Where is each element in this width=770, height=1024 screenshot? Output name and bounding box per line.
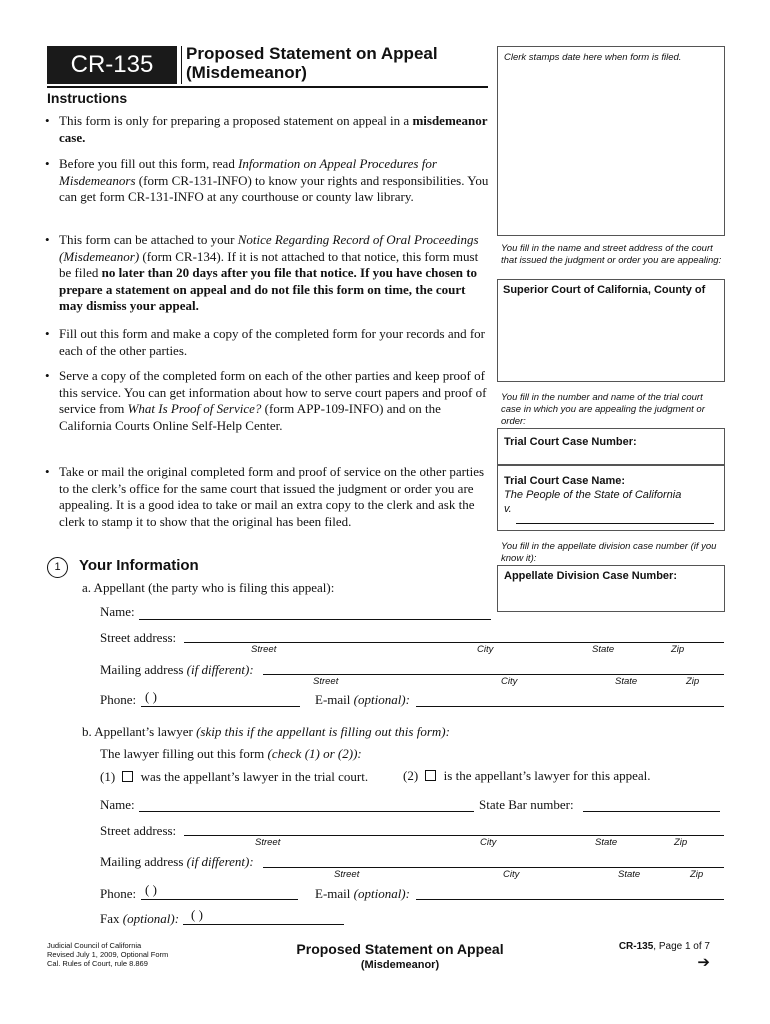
lawyer-phone-paren: ( ): [145, 882, 157, 897]
bullet-5-text: Serve a copy of the completed form on each of the other parties and keep proof of this service. You can get information about how to serve court papers and proof of service from: [59, 368, 487, 416]
defendant-name-line[interactable]: [516, 523, 714, 524]
appellant-phone-label: Phone:: [100, 692, 137, 707]
appellate-case-number-box[interactable]: [497, 565, 725, 612]
trial-case-name-value: The People of the State of California: [504, 489, 682, 501]
form-title-line1: Proposed Statement on Appeal: [186, 44, 438, 63]
appellant-email-field[interactable]: [416, 706, 724, 707]
lawyer-phone-label: Phone:: [100, 886, 137, 901]
footer-publisher: Judicial Council of California: [47, 941, 142, 950]
appellant-street-label: Street address:: [100, 630, 177, 645]
sub-zip: Zip: [674, 837, 688, 848]
appellant-email-label: [315, 692, 410, 708]
state-bar-field[interactable]: [583, 811, 720, 812]
bullet-5-italic: What Is Proof of Service?: [127, 401, 262, 416]
appellant-name-field[interactable]: [139, 619, 491, 620]
footer-revision: Revised July 1, 2009, Optional Form: [47, 950, 169, 959]
clerk-stamp-box[interactable]: [497, 46, 725, 236]
form-title: [186, 44, 438, 82]
option-2-text: is the appellant’s lawyer for this appeal.: [443, 768, 651, 783]
appellant-name-label: Name:: [100, 604, 135, 619]
bullet-dot: •: [45, 113, 50, 128]
bullet-dot: •: [45, 326, 50, 341]
bullet-2-text-end: (form CR-131-INFO) to know your rights and responsibilities. You can get form CR-131-INFO at any courthouse or county law library.: [59, 172, 489, 204]
fax-label-text: Fax: [100, 911, 123, 926]
bullet-3-text-mid: (form CR-134). If it is not attached to that notice, this form must be filed: [59, 248, 479, 280]
footer-rule: Cal. Rules of Court, rule 8.869: [47, 959, 148, 968]
appellant-phone-field[interactable]: [141, 706, 300, 707]
sub-state: State: [595, 837, 618, 848]
lawyer-check-instruction: [100, 746, 362, 762]
title-divider: [181, 46, 182, 84]
versus-label: v.: [504, 503, 512, 515]
court-box-note: You fill in the name and street address of the court that issued the judgment or order you are appealing:: [501, 243, 722, 266]
lawyer-fax-field[interactable]: [183, 924, 344, 925]
sub-city: City: [501, 676, 518, 687]
sub-street: Street: [251, 644, 277, 655]
clerk-stamp-label: Clerk stamps date here when form is filed.: [504, 52, 682, 63]
lawyer-option-2: [403, 768, 651, 784]
bullet-1-bold: misdemeanor case.: [59, 113, 488, 145]
trial-case-number-box[interactable]: [497, 428, 725, 465]
bullet-3-italic: Notice Regarding Record of Oral Proceedings (Misdemeanor): [59, 232, 479, 264]
option-1-number: (1): [100, 769, 116, 784]
instruction-bullet-3: [45, 232, 490, 315]
mailing-label-text: Mailing address: [100, 662, 187, 677]
footer-right: [560, 941, 710, 971]
trial-case-name-box[interactable]: [497, 465, 725, 531]
lawyer-mailing-label: [100, 854, 254, 870]
instruction-bullet-1: [45, 113, 490, 146]
email-label-text: E-mail: [315, 692, 354, 707]
lawyer-email-field[interactable]: [416, 899, 724, 900]
lawyer-option-1: [100, 769, 368, 785]
bullet-1-text: This form is only for preparing a proposed statement on appeal in a: [59, 113, 413, 128]
lawyer-phone-field[interactable]: [141, 899, 298, 900]
option-2-checkbox[interactable]: [425, 770, 436, 781]
bullet-dot: •: [45, 464, 50, 479]
bullet-dot: •: [45, 156, 50, 171]
lawyer-section-label: [82, 724, 450, 740]
lawyer-fax-paren: ( ): [191, 907, 203, 922]
bullet-6-text: Take or mail the original completed form and proof of service on the other parties to the clerk’s office for the same court that issued the judgment or order you are appealing. It is a good idea to take or mail an extra copy to the clerk and ask the clerk to stamp it to show that the original has been filed.: [59, 464, 485, 529]
mailing-label-italic: (if different):: [186, 662, 254, 677]
bullet-2-text: Before you fill out this form, read: [59, 156, 239, 171]
instruction-bullet-2: [45, 156, 490, 206]
sub-zip: Zip: [671, 644, 685, 655]
lawyer-street-label: Street address:: [100, 823, 177, 838]
sub-street: Street: [313, 676, 339, 687]
bullet-dot: •: [45, 232, 50, 247]
footer-form-number: CR-135: [618, 941, 654, 952]
lawyer-label-italic: (skip this if the appellant is filling out this form):: [196, 724, 450, 739]
case-box-note: You fill in the number and name of the trial court case in which you are appealing the judgment or order:: [501, 392, 705, 427]
sub-city: City: [477, 644, 494, 655]
section-1-number: 1: [47, 557, 68, 578]
sub-city: City: [503, 869, 520, 880]
sub-city: City: [480, 837, 497, 848]
footer-left: [47, 941, 168, 968]
trial-case-name-label: Trial Court Case Name:: [504, 475, 626, 487]
mailing-label-italic: (if different):: [186, 854, 254, 869]
lawyer-name-label: Name:: [100, 797, 135, 812]
bullet-4-text: Fill out this form and make a copy of the completed form for your records and for each of the other parties.: [59, 326, 485, 358]
bullet-dot: •: [45, 368, 50, 383]
form-title-line2: (Misdemeanor): [186, 63, 307, 82]
appellant-mailing-field[interactable]: [263, 674, 724, 675]
instruction-bullet-4: [45, 326, 490, 359]
instruction-bullet-6: [45, 464, 490, 530]
header-rule: [47, 86, 488, 88]
lawyer-mailing-field[interactable]: [263, 867, 724, 868]
email-label-italic: (optional):: [353, 886, 410, 901]
sub-street: Street: [334, 869, 360, 880]
email-label-text: E-mail: [315, 886, 354, 901]
appellant-street-field[interactable]: [184, 642, 724, 643]
sub-state: State: [615, 676, 638, 687]
option-1-checkbox[interactable]: [122, 771, 133, 782]
bullet-3-text: This form can be attached to your: [59, 232, 238, 247]
lawyer-street-field[interactable]: [184, 835, 724, 836]
appellate-box-note: You fill in the appellate division case number (if you know it):: [501, 541, 717, 564]
footer-center: [255, 941, 545, 971]
trial-case-number-label: Trial Court Case Number:: [504, 436, 637, 448]
court-box-label: Superior Court of California, County of: [503, 284, 706, 296]
section-1-title: Your Information: [79, 557, 199, 574]
bullet-2-italic: Information on Appeal Procedures for Misdemeanors: [59, 156, 437, 188]
state-bar-label: State Bar number:: [479, 797, 574, 812]
email-label-italic: (optional):: [353, 692, 410, 707]
lawyer-check-italic: (check (1) or (2)):: [267, 746, 362, 761]
sub-zip: Zip: [686, 676, 700, 687]
form-number-badge: CR-135: [47, 46, 177, 84]
appellant-label: a. Appellant (the party who is filing this appeal):: [82, 580, 335, 595]
footer-subtitle: (Misdemeanor): [360, 959, 440, 971]
option-2-number: (2): [403, 768, 419, 783]
bullet-3-bold: no later than 20 days after you file that notice. If you have chosen to prepare a statement on appeal and do not file this form on time, the court may dismiss your appeal.: [59, 265, 478, 313]
lawyer-email-label: [315, 886, 410, 902]
lawyer-name-field[interactable]: [139, 811, 474, 812]
sub-street: Street: [255, 837, 281, 848]
mailing-label-text: Mailing address: [100, 854, 187, 869]
lawyer-fax-label: [100, 911, 179, 927]
footer-title: Proposed Statement on Appeal: [296, 941, 504, 957]
next-page-arrow-icon: ➔: [697, 954, 710, 971]
option-1-text: was the appellant’s lawyer in the trial court.: [140, 769, 369, 784]
fax-label-italic: (optional):: [122, 911, 180, 926]
footer-page-number: , Page 1 of 7: [653, 941, 710, 952]
appellate-case-number-label: Appellate Division Case Number:: [504, 570, 677, 582]
lawyer-label-text: b. Appellant’s lawyer: [82, 724, 197, 739]
appellant-mailing-label: [100, 662, 254, 678]
sub-zip: Zip: [690, 869, 704, 880]
sub-state: State: [592, 644, 615, 655]
bullet-5-text-end: (form APP-109-INFO) and on the California Courts Online Self-Help Center.: [59, 401, 441, 433]
sub-state: State: [618, 869, 641, 880]
instruction-bullet-5: [45, 368, 490, 434]
court-name-box[interactable]: [497, 279, 725, 382]
lawyer-check-text: The lawyer filling out this form: [100, 746, 268, 761]
appellant-phone-paren: ( ): [145, 689, 157, 704]
instructions-heading: Instructions: [47, 90, 128, 106]
